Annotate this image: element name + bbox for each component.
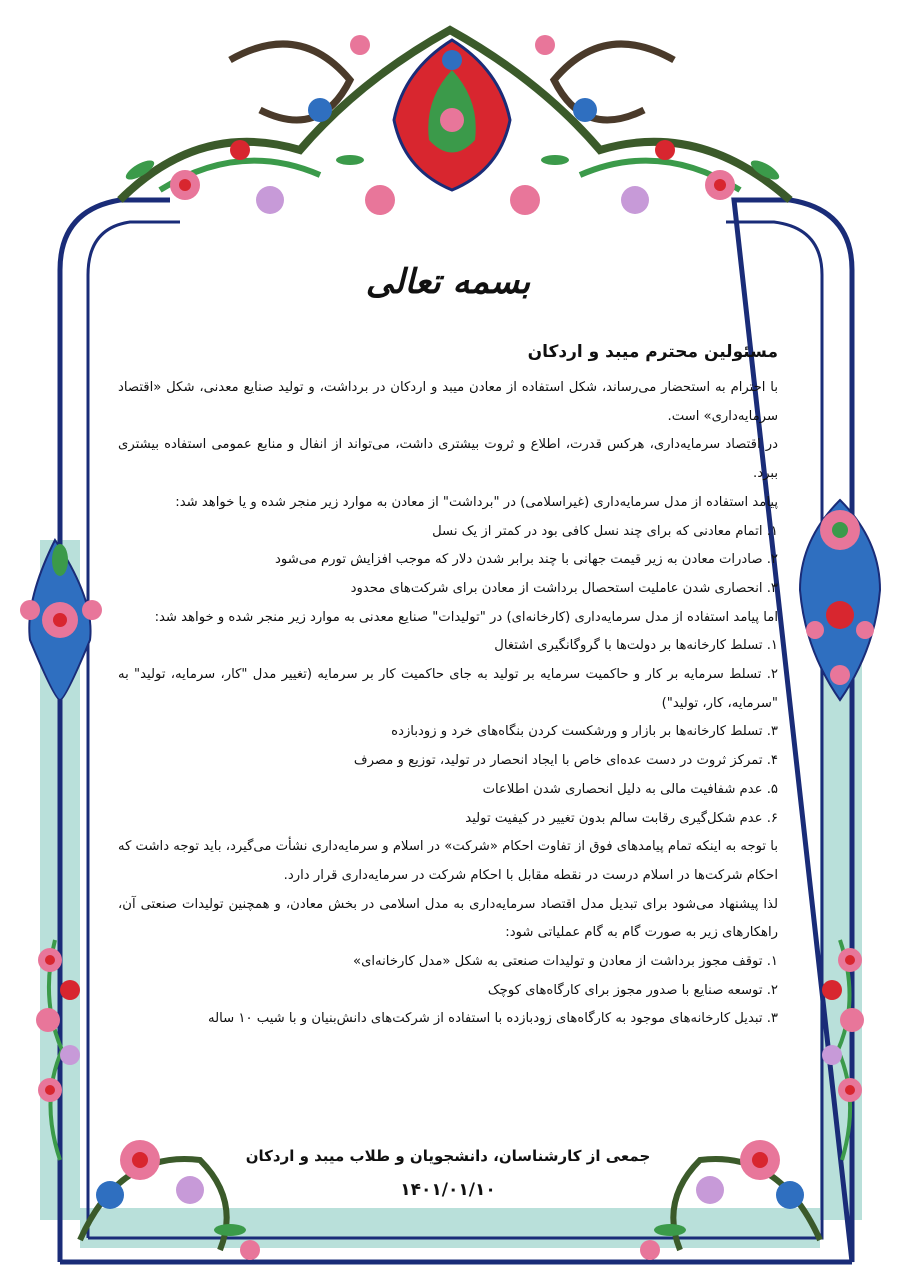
paragraph: با احترام به استحضار می‌رساند، شکل استفاده از معادن میبد و اردکان در برداشت، و تولید صنایع معدنی، شکل «اقتصاد سرمایه‌داری» است.	[118, 380, 778, 424]
list-item: ۵. عدم شفافیت مالی به دلیل انحصاری شدن اطلاعات	[482, 781, 778, 797]
left-side-medallion	[20, 540, 102, 700]
paragraph: پیامد استفاده از مدل سرمایه‌داری (غیراسلامی) در "برداشت" از معادن به موارد زیر منجر شده و یا خواهد شد:	[175, 494, 778, 510]
letter-date: ۱۴۰۱/۰۱/۱۰	[400, 1180, 496, 1200]
signature-line: جمعی از کارشناسان، دانشجویان و طلاب میبد و اردکان	[245, 1147, 651, 1165]
paragraph: با توجه به اینکه تمام پیامدهای فوق از تفاوت احکام «شرکت» در اسلام و سرمایه‌داری نشأت می‌گیرد، باید توجه داشت که احکام شرکت‌ها در اسلام درست در نقطه مقابل با احکام شرکت در سرمایه‌داری قرار دارد.	[118, 839, 778, 883]
letter-heading: مسئولین محترم میبد و اردکان	[527, 342, 778, 362]
list-item: ۳. تبدیل کارخانه‌های موجود به کارگاه‌های زودبازده با استفاده از شرکت‌های دانش‌بنیان و با شیب ۱۰ ساله	[208, 1011, 778, 1027]
list-item: ۲. صادرات معادن به زیر قیمت جهانی با چند برابر شدن دلار که موجب افزایش تورم می‌شود	[275, 552, 778, 568]
list-item: ۱. توقف مجوز برداشت از معادن و تولیدات صنعتی به شکل «مدل کارخانه‌ای»	[353, 954, 778, 970]
list-item: ۳. انحصاری شدن عاملیت استحصال برداشت از معادن برای شرکت‌های محدود	[350, 580, 778, 596]
paragraph: اما پیامد استفاده از مدل سرمایه‌داری (کارخانه‌ای) در "تولیدات" صنایع معدنی به موارد زیر منجر شده و خواهد شد:	[154, 609, 778, 625]
paragraph: لذا پیشنهاد می‌شود برای تبدیل مدل اقتصاد سرمایه‌داری به مدل اسلامی در بخش معادن، و همچنین تولیدات صنعتی آن، راهکارهای زیر به صورت گام به گام عملیاتی شود:	[118, 896, 778, 941]
paragraph: در اقتصاد سرمایه‌داری، هرکس قدرت، اطلاع و ثروت بیشتری داشت، می‌تواند از انفال و منابع عمومی استفاده بیشتری ببرد.	[118, 437, 778, 482]
letter-content	[118, 262, 778, 1222]
list-item: ۱. تسلط کارخانه‌ها بر دولت‌ها با گروگانگیری اشتغال	[494, 638, 778, 654]
right-side-medallion	[800, 500, 880, 700]
list-item: ۱. اتمام معادنی که برای چند نسل کافی بود در کمتر از یک نسل	[432, 523, 778, 539]
list-item: ۴. تمرکز ثروت در دست عده‌ای خاص با ایجاد انحصار در تولید، توزیع و مصرف	[353, 753, 778, 769]
list-item: ۲. توسعه صنایع با صدور مجوز برای کارگاه‌های کوچک	[487, 982, 778, 998]
list-item: ۳. تسلط کارخانه‌ها بر بازار و ورشکست کردن بنگاه‌های خرد و زودبازده	[391, 724, 778, 740]
top-arabesque-ornament	[120, 30, 790, 215]
list-item: ۲. تسلط سرمایه بر کار و حاکمیت سرمایه بر تولید به جای حاکمیت کار بر سرمایه (تغییر مدل "کار، سرمایه، تولید" به "سرمایه، کار، تولید")	[118, 667, 778, 711]
list-item: ۶. عدم شکل‌گیری رقابت سالم بدون تغییر در کیفیت تولید	[465, 810, 778, 826]
basmala-title: بسمه تعالی	[365, 262, 531, 302]
letter-body	[118, 374, 778, 1034]
